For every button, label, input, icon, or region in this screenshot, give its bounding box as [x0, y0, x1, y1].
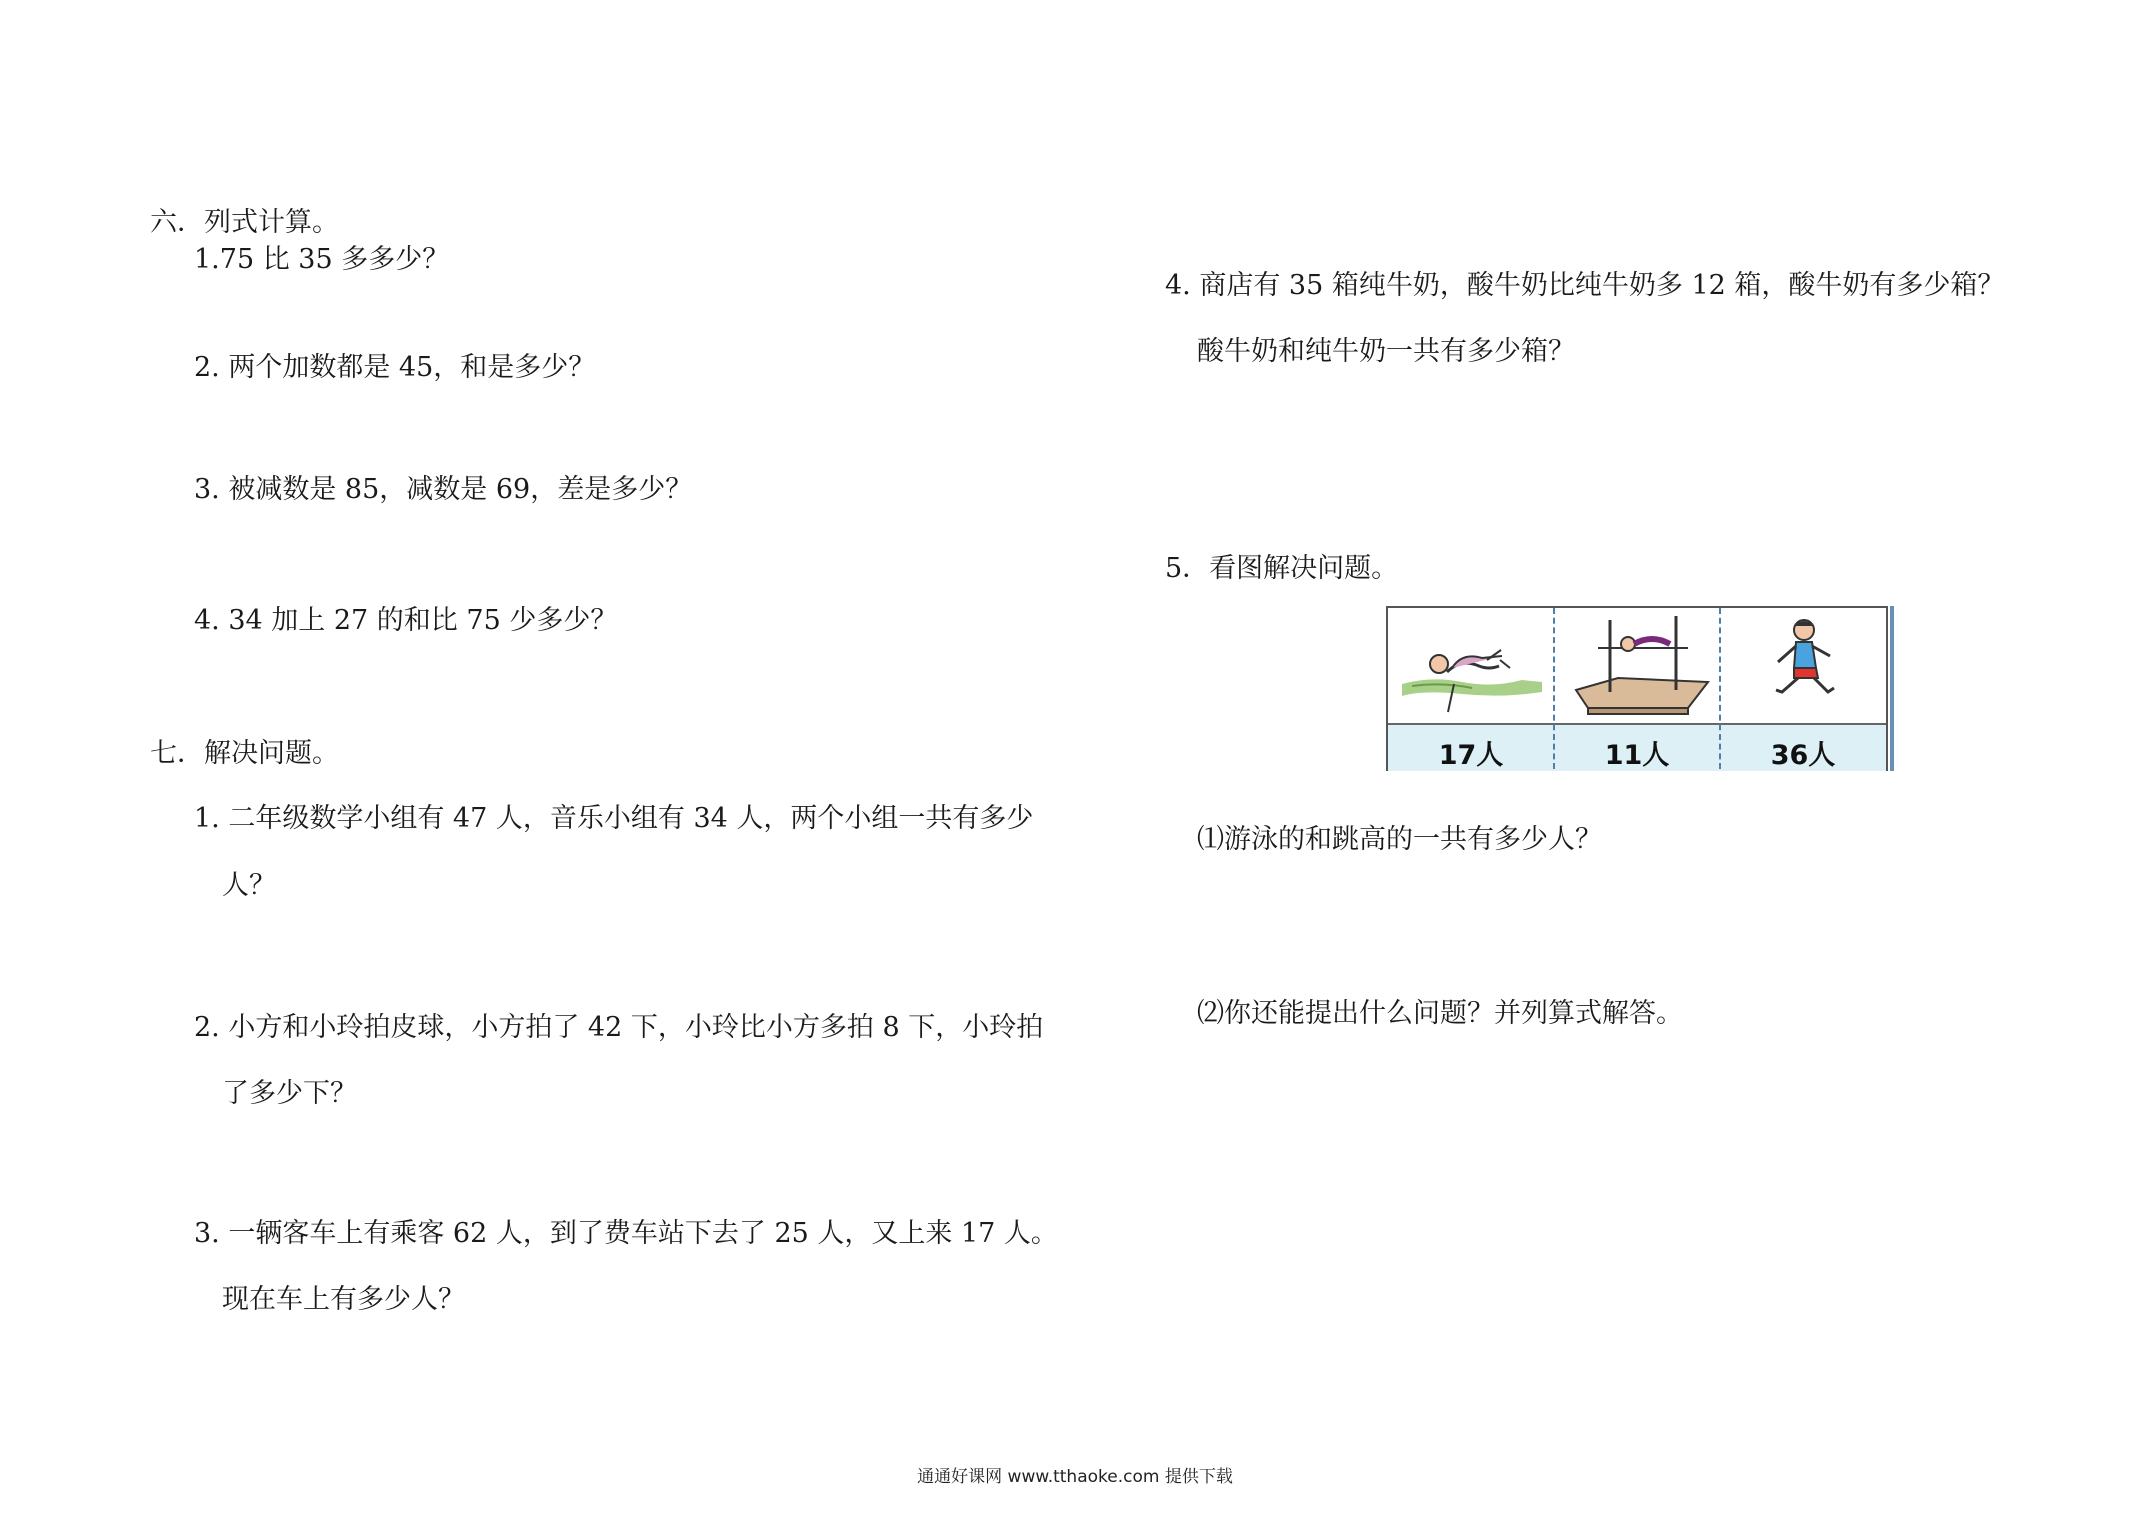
- footer-source: 通通好课网 www.tthaoke.com 提供下载: [917, 1467, 1233, 1487]
- swimming-icon: [1392, 612, 1552, 718]
- question-4-line-1: 4. 商店有 35 箱纯牛奶，酸牛奶比纯牛奶多 12 箱，酸牛奶有多少箱？: [1165, 270, 2005, 301]
- swimming-count: 17人: [1438, 740, 1504, 771]
- question-5-title: 5．看图解决问题。: [1165, 553, 1399, 584]
- section-7-item-2-line-2: 了多少下？: [222, 1078, 357, 1109]
- section-7-item-3-line-1: 3. 一辆客车上有乘客 62 人，到了费车站下去了 25 人，又上来 17 人。: [194, 1218, 1058, 1249]
- section-6-title: 六．列式计算。: [150, 207, 339, 238]
- section-6-item-2: 2. 两个加数都是 45，和是多少？: [194, 352, 596, 383]
- question-5-sub-1: ⑴游泳的和跳高的一共有多少人？: [1197, 824, 1602, 855]
- section-6-item-3: 3. 被减数是 85，减数是 69，差是多少？: [194, 474, 693, 505]
- question-5-sub-2: ⑵你还能提出什么问题？并列算式解答。: [1197, 998, 1683, 1029]
- section-7-item-2-line-1: 2. 小方和小玲拍皮球，小方拍了 42 下，小玲比小方多拍 8 下，小玲拍: [194, 1012, 1044, 1043]
- running-icon: [1724, 612, 1884, 718]
- section-6-item-1: 1.75 比 35 多多少？: [194, 244, 450, 275]
- section-7-item-1-line-2: 人？: [222, 870, 276, 901]
- table-divider-1: [1553, 608, 1555, 769]
- table-divider-2: [1719, 608, 1721, 769]
- sports-table: [1386, 606, 1888, 771]
- high-jump-icon: [1558, 612, 1718, 718]
- count-row: [1388, 723, 1886, 771]
- high-jump-count: 11人: [1604, 740, 1670, 771]
- question-4-line-2: 酸牛奶和纯牛奶一共有多少箱？: [1197, 336, 1575, 367]
- section-7-item-3-line-2: 现在车上有多少人？: [222, 1284, 465, 1315]
- section-6-item-4: 4. 34 加上 27 的和比 75 少多少？: [194, 605, 618, 636]
- section-7-item-1-line-1: 1. 二年级数学小组有 47 人，音乐小组有 34 人，两个小组一共有多少: [194, 803, 1034, 834]
- picture-row: [1388, 608, 1886, 723]
- section-7-title: 七．解决问题。: [150, 738, 339, 769]
- running-count: 36人: [1770, 740, 1836, 771]
- table-edge-bar: [1890, 606, 1894, 771]
